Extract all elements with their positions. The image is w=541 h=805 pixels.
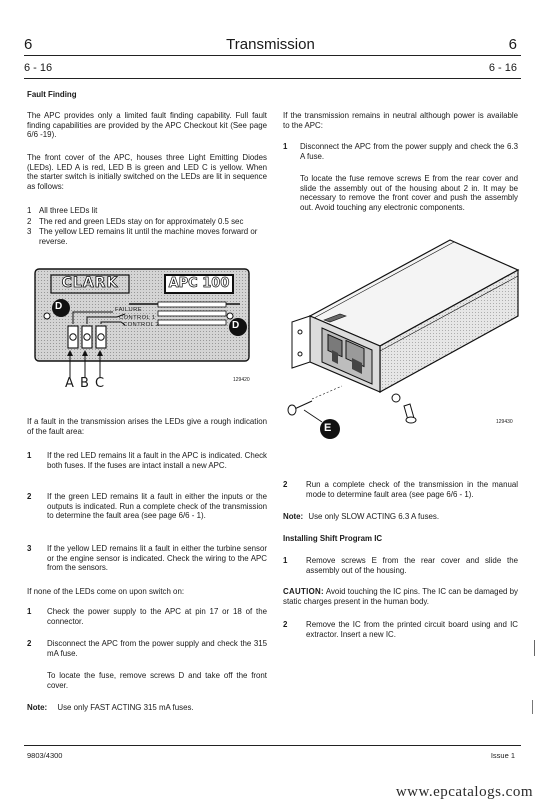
note-text-right: Use only SLOW ACTING 6.3 A fuses. bbox=[308, 512, 440, 521]
margin-mark bbox=[534, 640, 537, 656]
fault-finding-heading: Fault Finding bbox=[27, 90, 77, 99]
check-step-2-number: 2 bbox=[283, 480, 288, 489]
fault-indication-paragraph: If a fault in the transmission arises the LEDs give a rough indication of the fault area: bbox=[27, 417, 267, 436]
failure-label: FAILURE bbox=[115, 307, 142, 313]
led-c-label: C bbox=[95, 376, 105, 391]
apc-front-panel-figure bbox=[25, 264, 270, 394]
check-2-number: 2 bbox=[27, 639, 32, 648]
note-slow-acting bbox=[283, 512, 523, 522]
note-text: Use only FAST ACTING 315 mA fuses. bbox=[57, 703, 194, 712]
list-item-number: 1 bbox=[27, 206, 32, 215]
fault-3-number: 3 bbox=[27, 544, 32, 553]
locate-fuse-e-paragraph: To locate the fuse remove screws E from the rear cover and slide the assembly out of the housing about 2 in. It may be necessary to remove the front cover and push the assembly out. Avoid touching any electronic components. bbox=[300, 174, 518, 212]
check-2-text: Disconnect the APC from the power supply and check the 315 mA fuse. bbox=[47, 639, 267, 658]
list-item-text: All three LEDs lit bbox=[39, 206, 98, 215]
list-item bbox=[27, 227, 272, 246]
intro-paragraph: The APC provides only a limited fault finding capability. Full fault finding capabilities are provided by the APC Checkout kit (See page 6/6 -19). bbox=[27, 111, 267, 140]
check-1-text: Check the power supply to the APC at pin 17 or 18 of the connector. bbox=[47, 607, 267, 626]
margin-mark bbox=[532, 700, 535, 714]
led-sequence-list bbox=[27, 206, 272, 246]
page-title: Transmission bbox=[226, 36, 315, 53]
ic-step-2-number: 2 bbox=[283, 620, 288, 629]
fault-3-text: If the yellow LED remains lit a fault in either the turbine sensor or the engine sensor is indicated. Check the wiring to the APC from the sensors. bbox=[47, 544, 267, 573]
led-b-icon bbox=[82, 326, 92, 348]
apc-unit-drawing bbox=[282, 236, 520, 441]
page-ref-left: 6 - 16 bbox=[24, 62, 53, 74]
locate-fuse-d-paragraph: To locate the fuse, remove screws D and take off the front cover. bbox=[47, 671, 267, 690]
doc-number: 9803/4300 bbox=[27, 751, 63, 760]
caution-label: CAUTION: bbox=[283, 587, 324, 596]
footer-rule bbox=[24, 745, 521, 746]
chapter-number-right: 6 bbox=[508, 36, 517, 53]
list-item bbox=[27, 217, 272, 227]
caution-paragraph bbox=[283, 587, 518, 606]
led-b-label: B bbox=[80, 376, 89, 391]
header-rule-bottom bbox=[24, 78, 521, 79]
led-c-icon bbox=[96, 326, 106, 348]
issue-label: Issue 1 bbox=[490, 751, 515, 760]
installing-ic-heading: Installing Shift Program IC bbox=[283, 534, 383, 543]
clark-logo: CLARK bbox=[61, 275, 119, 291]
led-a-label: A bbox=[65, 376, 74, 391]
neutral-step-1-number: 1 bbox=[283, 142, 288, 151]
callout-e: E bbox=[324, 422, 332, 434]
control-1-label: CONTROL 1 bbox=[119, 315, 156, 321]
fault-2-number: 2 bbox=[27, 492, 32, 501]
led-description-paragraph: The front cover of the APC, houses three Light Emitting Diodes (LEDs). LED A is red, LED B is green and LED C is yellow. When the starter switch is initially switched on the LEDs are lit in sequence as follows: bbox=[27, 153, 267, 191]
ic-step-1-number: 1 bbox=[283, 556, 288, 565]
check-1-number: 1 bbox=[27, 607, 32, 616]
figure-ref-number-right: 129430 bbox=[496, 419, 513, 425]
led-a-icon bbox=[68, 326, 78, 348]
neutral-paragraph: If the transmission remains in neutral although power is available to the APC: bbox=[283, 111, 518, 130]
page-ref-right: 6 - 16 bbox=[488, 62, 517, 74]
callout-d-left: D bbox=[55, 301, 63, 312]
apc-model-label: APC 100 bbox=[168, 276, 230, 291]
note-label-right: Note: bbox=[283, 512, 304, 521]
chapter-number-left: 6 bbox=[24, 36, 33, 53]
list-item-number: 2 bbox=[27, 216, 32, 226]
list-item-number: 3 bbox=[27, 227, 32, 237]
header-rule-top bbox=[24, 55, 521, 56]
fault-1-text: If the red LED remains lit a fault in the APC is indicated. Check both fuses. If the fuses are intact install a new APC. bbox=[47, 451, 267, 470]
note-label: Note: bbox=[27, 703, 48, 712]
list-item-text: The yellow LED remains lit until the machine moves forward or reverse. bbox=[39, 227, 258, 246]
watermark: www.epcatalogs.com bbox=[395, 784, 533, 800]
caution-text: Avoid touching the IC pins. The IC can be damaged by static charges present in the human body. bbox=[283, 587, 518, 606]
ic-step-1-text: Remove screws E from the rear cover and slide the assembly out of the housing. bbox=[306, 556, 518, 575]
callout-d-right: D bbox=[232, 320, 240, 331]
list-item-text: The red and green LEDs stay on for approximately 0.5 sec bbox=[39, 216, 244, 226]
ic-step-2-text: Remove the IC from the printed circuit board using and IC extractor. Insert a new IC. bbox=[306, 620, 518, 639]
figure-ref-number: 129420 bbox=[233, 377, 250, 383]
fault-1-number: 1 bbox=[27, 451, 32, 460]
check-step-2-text: Run a complete check of the transmission in the manual mode to determine fault area (see page 6/6 - 1). bbox=[306, 480, 518, 499]
neutral-step-1-text: Disconnect the APC from the power supply and check the 6.3 A fuse. bbox=[300, 142, 518, 161]
note-fast-acting bbox=[27, 703, 272, 713]
list-item bbox=[27, 206, 272, 216]
apc-unit-figure bbox=[282, 236, 520, 441]
fault-2-text: If the green LED remains lit a fault in either the inputs or the outputs is indicated. Run a complete check of the transmission to determine the fault area (see page 6/6 - 1). bbox=[47, 492, 267, 521]
control-2-label: CONTROL 2 bbox=[123, 322, 160, 328]
no-leds-paragraph: If none of the LEDs come on upon switch on: bbox=[27, 587, 185, 596]
